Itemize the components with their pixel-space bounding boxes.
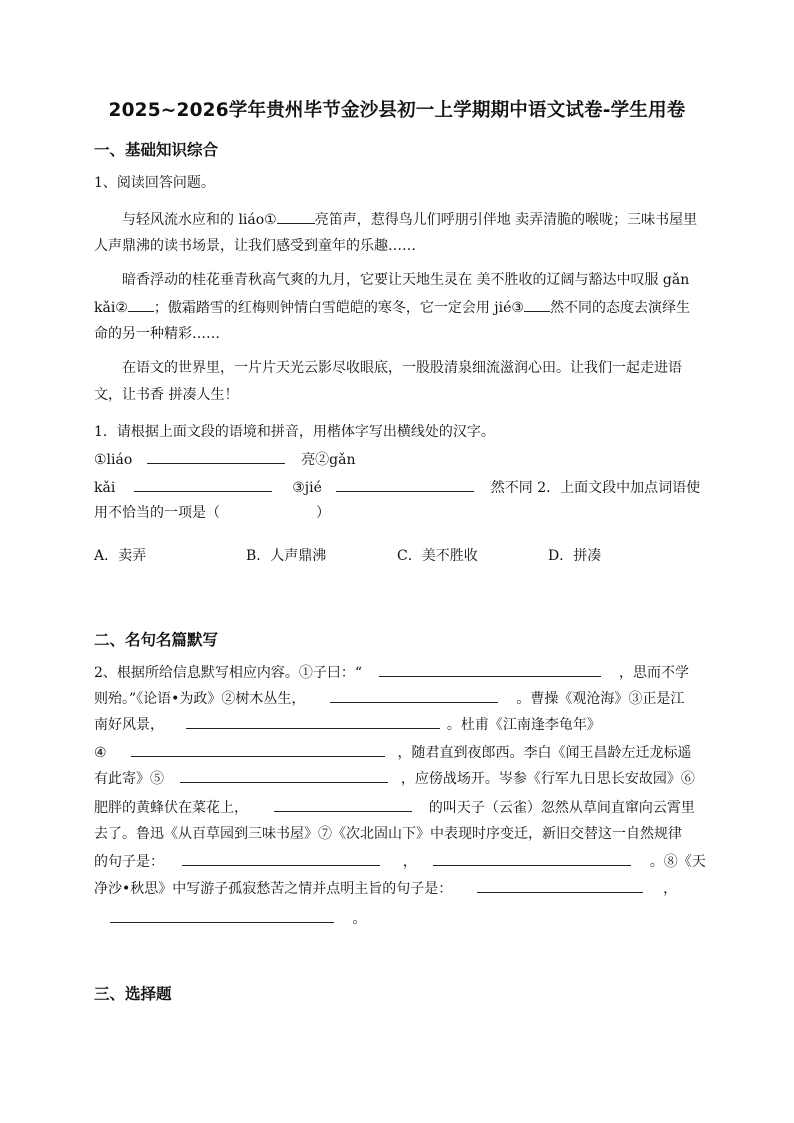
answer-blank[interactable] bbox=[110, 908, 334, 923]
question-text: 。 bbox=[352, 911, 367, 927]
question-text: 肥胖的黄蜂伏在菜花上， bbox=[94, 800, 248, 816]
answer-label: kǎi bbox=[94, 480, 116, 496]
passage-text: 与轻风流水应和的 liáo① bbox=[122, 212, 277, 228]
passage-line: 在语文的世界里，一片片天光云影尽收眼底，一股股清泉细流滋润心田。让我们一起走进语 bbox=[122, 360, 682, 376]
answer-blank[interactable] bbox=[379, 662, 601, 677]
recitation-line bbox=[94, 768, 700, 789]
answer-blank[interactable] bbox=[147, 449, 285, 464]
question-text: 有此寄》⑤ bbox=[94, 771, 164, 787]
answer-line bbox=[94, 449, 700, 470]
answer-blank[interactable] bbox=[128, 297, 154, 312]
recitation-line bbox=[94, 742, 700, 763]
answer-line bbox=[94, 477, 700, 498]
answer-label: ①liáo bbox=[94, 452, 133, 468]
answer-label: ③jié bbox=[292, 480, 322, 496]
passage-line: 人声鼎沸的读书场景，让我们感受到童年的乐趣…… bbox=[94, 238, 416, 254]
passage-text: kǎi② bbox=[94, 300, 128, 316]
passage-line: 命的另一种精彩…… bbox=[94, 326, 220, 342]
passage-text: 亮笛声，惹得鸟儿们呼朋引伴地 卖弄清脆的喉咙；三味书屋里 bbox=[314, 212, 698, 228]
recitation-line bbox=[94, 662, 700, 683]
section-heading-1: 一、基础知识综合 bbox=[94, 141, 219, 159]
option-b[interactable]: B．人声鼎沸 bbox=[246, 548, 327, 564]
question-text: ） bbox=[316, 505, 330, 521]
passage-line bbox=[122, 209, 700, 230]
question-text: ④ bbox=[94, 745, 107, 761]
option-a[interactable]: A．卖弄 bbox=[94, 548, 147, 564]
question-text: 用不恰当的一项是（ bbox=[94, 505, 220, 521]
question-text: ，思而不学 bbox=[618, 665, 689, 681]
question-text: 2、根据所给信息默写相应内容。①子曰：“ bbox=[94, 665, 363, 681]
section-heading-3: 三、选择题 bbox=[94, 985, 172, 1003]
question-text: 净沙•秋思》中写游子孤寂愁苦之情并点明主旨的句子是： bbox=[94, 881, 453, 897]
question-text: ，应傍战场开。岑参《行军九日思长安故园》⑥ bbox=[400, 771, 695, 787]
answer-blank[interactable] bbox=[182, 851, 380, 866]
answer-label: 然不同 2．上面文段中加点词语使 bbox=[490, 480, 701, 496]
answer-blank[interactable] bbox=[277, 209, 315, 224]
recitation-line bbox=[94, 851, 706, 872]
answer-blank[interactable] bbox=[477, 878, 643, 893]
sub-question-2 bbox=[94, 503, 700, 523]
answer-blank[interactable] bbox=[524, 297, 550, 312]
answer-blank[interactable] bbox=[186, 714, 440, 729]
page-title: 2025~2026学年贵州毕节金沙县初一上学期期中语文试卷-学生用卷 bbox=[108, 100, 686, 121]
question-text: 南好风景， bbox=[94, 717, 164, 733]
recitation-line bbox=[94, 688, 700, 709]
question-text: ， bbox=[402, 854, 417, 870]
passage-text: ；傲霜踏雪的红梅则钟情白雪皑皑的寒冬，它一定会用 jié③ bbox=[153, 300, 524, 316]
question-text: 。杜甫《江南逢李龟年》 bbox=[446, 717, 601, 733]
sub-question-1: 1．请根据上面文段的语境和拼音，用楷体字写出横线处的汉字。 bbox=[94, 424, 495, 440]
question-text: ， bbox=[663, 881, 678, 897]
question-text: 的句子是： bbox=[94, 854, 164, 870]
question-1-intro: 1、阅读回答问题。 bbox=[94, 175, 215, 191]
recitation-line: 去了。鲁迅《从百草园到三味书屋》⑦《次北固山下》中表现时序变迁，新旧交替这一自然规律 bbox=[94, 826, 682, 842]
question-text: 的叫天子（云雀）忽然从草间直窜向云霄里 bbox=[428, 800, 695, 816]
answer-blank[interactable] bbox=[134, 477, 272, 492]
passage-line: 文，让书香 拼凑人生！ bbox=[94, 387, 239, 403]
question-text: 。⑧《天 bbox=[649, 854, 706, 870]
passage-text: 然不同的态度去演绎生 bbox=[549, 300, 690, 316]
recitation-line bbox=[94, 714, 700, 735]
question-text: ，随君直到夜郎西。李白《闻王昌龄左迁龙标遥 bbox=[397, 745, 692, 761]
recitation-line bbox=[94, 908, 700, 929]
section-heading-2: 二、名句名篇默写 bbox=[94, 631, 219, 649]
question-text: 则殆。”《论语•为政》②树木丛生， bbox=[94, 691, 306, 707]
option-c[interactable]: C．美不胜收 bbox=[397, 548, 478, 564]
answer-blank[interactable] bbox=[330, 688, 498, 703]
question-text: 。曹操《观沧海》③正是江 bbox=[516, 691, 685, 707]
answer-blank[interactable] bbox=[433, 851, 631, 866]
answer-blank[interactable] bbox=[274, 797, 412, 812]
passage-line bbox=[94, 297, 700, 318]
recitation-line bbox=[94, 797, 700, 818]
option-d[interactable]: D．拼凑 bbox=[548, 548, 602, 564]
answer-blank[interactable] bbox=[180, 768, 388, 783]
answer-label: 亮②gǎn bbox=[301, 452, 356, 468]
answer-blank[interactable] bbox=[131, 742, 385, 757]
recitation-line bbox=[94, 878, 700, 899]
answer-blank[interactable] bbox=[336, 477, 474, 492]
passage-line: 暗香浮动的桂花垂青秋高气爽的九月，它要让天地生灵在 美不胜收的辽阔与豁达中叹服 gǎn bbox=[122, 272, 690, 288]
